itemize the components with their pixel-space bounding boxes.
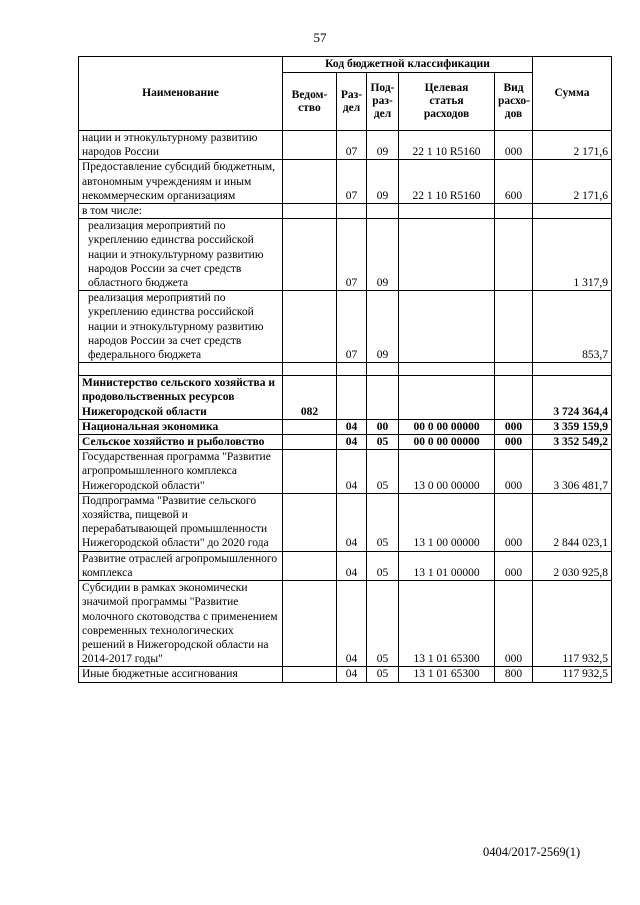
row-summa: 117 932,5 — [533, 667, 612, 682]
row-vid — [495, 219, 533, 291]
row-vid: 800 — [495, 667, 533, 682]
row-summa: 3 352 549,2 — [533, 435, 612, 450]
budget-table — [78, 56, 612, 683]
row-razdel: 04 — [337, 667, 367, 682]
table-row — [79, 667, 612, 682]
row-vid: 000 — [495, 450, 533, 494]
row-razdel — [337, 363, 367, 376]
row-ved — [283, 160, 337, 204]
row-name: Национальная экономика — [79, 419, 283, 434]
row-tselevaya: 22 1 10 R5160 — [399, 131, 495, 160]
row-vid — [495, 291, 533, 363]
row-podrazdel: 05 — [367, 450, 399, 494]
row-podrazdel: 05 — [367, 667, 399, 682]
row-name: Иные бюджетные ассигнования — [79, 667, 283, 682]
row-tselevaya — [399, 291, 495, 363]
row-podrazdel: 09 — [367, 160, 399, 204]
row-summa: 1 317,9 — [533, 219, 612, 291]
row-podrazdel: 05 — [367, 581, 399, 667]
table-row — [79, 363, 612, 376]
row-ved — [283, 131, 337, 160]
row-ved — [283, 204, 337, 219]
row-podrazdel: 05 — [367, 435, 399, 450]
row-podrazdel — [367, 363, 399, 376]
row-podrazdel: 09 — [367, 291, 399, 363]
row-podrazdel — [367, 376, 399, 420]
row-ved — [283, 435, 337, 450]
header-tselevaya: Целевая статья расходов — [399, 73, 495, 131]
row-name: реализация мероприятий по укреплению единства российской нации и этнокультурному развитию народов России за счет средств областного бюджета — [79, 219, 283, 291]
row-podrazdel: 05 — [367, 551, 399, 580]
row-ved — [283, 291, 337, 363]
row-name: Предоставление субсидий бюджетным, автономным учреждениям и иным некоммерческим организациям — [79, 160, 283, 204]
row-name — [79, 363, 283, 376]
document-code: 0404/2017-2569(1) — [483, 845, 581, 859]
row-ved — [283, 219, 337, 291]
row-tselevaya: 13 1 00 00000 — [399, 493, 495, 551]
row-summa — [533, 204, 612, 219]
row-ved — [283, 450, 337, 494]
row-summa: 3 359 159,9 — [533, 419, 612, 434]
row-razdel — [337, 204, 367, 219]
table-row — [79, 376, 612, 420]
row-summa: 2 030 925,8 — [533, 551, 612, 580]
row-razdel — [337, 376, 367, 420]
table-row — [79, 160, 612, 204]
table-row — [79, 219, 612, 291]
header-summa: Сумма — [533, 57, 612, 131]
row-ved — [283, 581, 337, 667]
row-razdel: 07 — [337, 291, 367, 363]
header-vedomstvo: Ведом- ство — [283, 73, 337, 131]
row-tselevaya: 00 0 00 00000 — [399, 419, 495, 434]
row-vid — [495, 376, 533, 420]
row-vid: 000 — [495, 551, 533, 580]
table-row — [79, 131, 612, 160]
row-tselevaya: 13 0 00 00000 — [399, 450, 495, 494]
header-razdel: Раз- дел — [337, 73, 367, 131]
row-ved — [283, 363, 337, 376]
row-razdel: 04 — [337, 435, 367, 450]
header-podrazdel: Под- раз- дел — [367, 73, 399, 131]
row-name: в том числе: — [79, 204, 283, 219]
row-ved — [283, 667, 337, 682]
row-vid: 600 — [495, 160, 533, 204]
row-razdel: 07 — [337, 219, 367, 291]
row-vid: 000 — [495, 493, 533, 551]
table-row — [79, 435, 612, 450]
row-vid: 000 — [495, 435, 533, 450]
row-tselevaya: 13 1 01 65300 — [399, 581, 495, 667]
table-row — [79, 551, 612, 580]
row-razdel: 04 — [337, 450, 367, 494]
row-name: Министерство сельского хозяйства и продовольственных ресурсов Нижегородской области — [79, 376, 283, 420]
row-ved — [283, 419, 337, 434]
row-summa: 2 171,6 — [533, 131, 612, 160]
row-razdel: 04 — [337, 551, 367, 580]
row-podrazdel — [367, 204, 399, 219]
table-row — [79, 581, 612, 667]
table-row — [79, 419, 612, 434]
row-ved: 082 — [283, 376, 337, 420]
table-row — [79, 493, 612, 551]
row-podrazdel: 00 — [367, 419, 399, 434]
row-tselevaya: 13 1 01 65300 — [399, 667, 495, 682]
row-podrazdel: 09 — [367, 219, 399, 291]
header-code-group: Код бюджетной классификации — [283, 57, 533, 73]
row-summa: 3 306 481,7 — [533, 450, 612, 494]
row-vid — [495, 363, 533, 376]
table-row — [79, 291, 612, 363]
row-summa: 117 932,5 — [533, 581, 612, 667]
row-name: нации и этнокультурному развитию народов России — [79, 131, 283, 160]
row-name: Государственная программа "Развитие агропромышленного комплекса Нижегородской области" — [79, 450, 283, 494]
row-tselevaya — [399, 204, 495, 219]
row-name: Сельское хозяйство и рыболовство — [79, 435, 283, 450]
row-razdel: 04 — [337, 581, 367, 667]
row-tselevaya: 00 0 00 00000 — [399, 435, 495, 450]
header-vid: Вид расхо- дов — [495, 73, 533, 131]
page-number: 57 — [313, 30, 327, 45]
row-vid: 000 — [495, 131, 533, 160]
row-name: Субсидии в рамках экономически значимой программы "Развитие молочного скотоводства с применением современных технологических решений в Нижегородской области на 2014-2017 годы" — [79, 581, 283, 667]
row-razdel: 04 — [337, 493, 367, 551]
row-tselevaya: 13 1 01 00000 — [399, 551, 495, 580]
row-summa: 853,7 — [533, 291, 612, 363]
header-name: Наименование — [79, 57, 283, 131]
row-tselevaya — [399, 219, 495, 291]
row-podrazdel: 09 — [367, 131, 399, 160]
row-vid: 000 — [495, 581, 533, 667]
row-ved — [283, 551, 337, 580]
row-vid — [495, 204, 533, 219]
row-razdel: 07 — [337, 160, 367, 204]
row-podrazdel: 05 — [367, 493, 399, 551]
row-razdel: 07 — [337, 131, 367, 160]
row-tselevaya — [399, 363, 495, 376]
row-name: Подпрограмма "Развитие сельского хозяйства, пищевой и перерабатывающей промышленности Нижегородской области" до 2020 года — [79, 493, 283, 551]
table-row — [79, 450, 612, 494]
row-tselevaya — [399, 376, 495, 420]
row-summa: 2 844 023,1 — [533, 493, 612, 551]
row-ved — [283, 493, 337, 551]
row-summa — [533, 363, 612, 376]
row-name: Развитие отраслей агропромышленного комплекса — [79, 551, 283, 580]
row-tselevaya: 22 1 10 R5160 — [399, 160, 495, 204]
row-name: реализация мероприятий по укреплению единства российской нации и этнокультурному развитию народов России за счет средств федерального бюджета — [79, 291, 283, 363]
table-row — [79, 204, 612, 219]
row-razdel: 04 — [337, 419, 367, 434]
row-summa: 2 171,6 — [533, 160, 612, 204]
row-summa: 3 724 364,4 — [533, 376, 612, 420]
row-vid: 000 — [495, 419, 533, 434]
